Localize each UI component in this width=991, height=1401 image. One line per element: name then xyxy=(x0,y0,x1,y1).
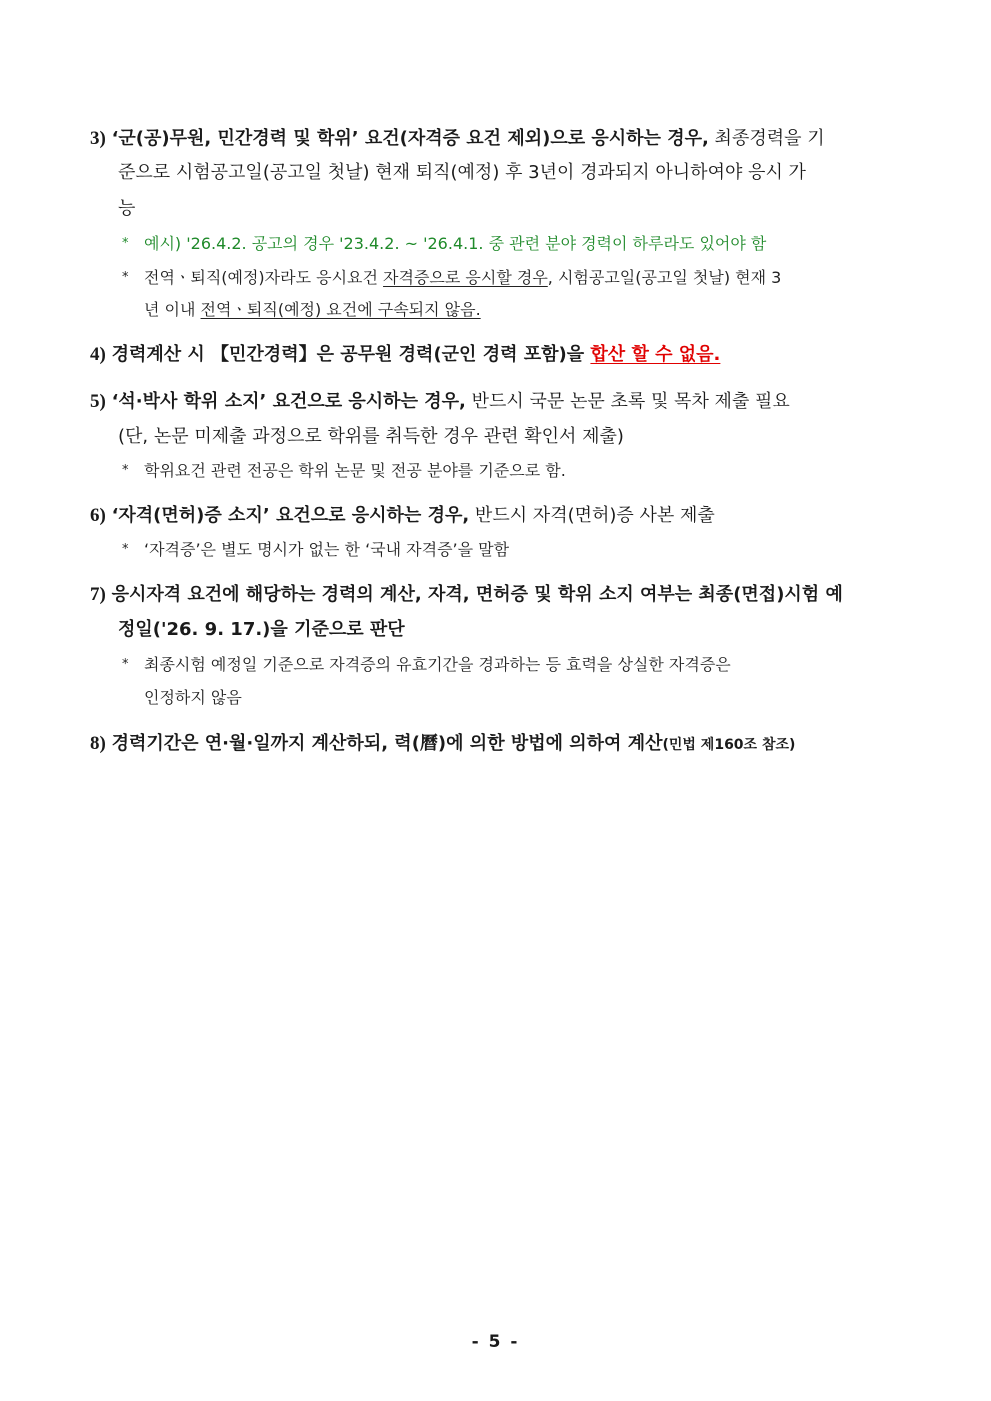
note-text: 예시) '26.4.2. 공고의 경우 '23.4.2. ~ '26.4.1. 중 관련 분야 경력이 하루라도 있어야 함 xyxy=(144,234,767,253)
item-6-bold-text: ‘자격(면허)증 소지’ 요건으로 응시하는 경우, xyxy=(111,505,470,526)
item-4-red-text: 합산 할 수 없음. xyxy=(590,344,721,365)
item-3-line-1 xyxy=(90,126,825,152)
item-number: 6) xyxy=(90,505,106,526)
note-text-c: 년 이내 xyxy=(144,300,201,319)
item-3-rest-text: 최종경력을 기 xyxy=(708,128,825,149)
item-7-line-1 xyxy=(90,582,843,608)
item-3-line-2: 준으로 시험공고일(공고일 첫날) 현재 퇴직(예정) 후 3년이 경과되지 아니하여야 응시 가 xyxy=(118,162,806,183)
item-5-note xyxy=(122,459,566,483)
item-6-note xyxy=(122,538,509,562)
item-6-rest-text: 반드시 자격(면허)증 사본 제출 xyxy=(469,505,715,526)
item-7-bold-text: 응시자격 요건에 해당하는 경력의 계산, 자격, 면허증 및 학위 소지 여부는 최종(면접)시험 예 xyxy=(111,584,843,605)
item-3-note-example xyxy=(122,232,766,256)
note-marker: * xyxy=(122,657,129,672)
item-5-bold-text: ‘석·박사 학위 소지’ 요건으로 응시하는 경우, xyxy=(111,391,466,412)
item-6-line-1 xyxy=(90,503,715,529)
note-marker: * xyxy=(122,463,129,478)
item-3-line-3: 능 xyxy=(118,198,136,219)
note-underline-1: 자격증으로 응시할 경우 xyxy=(383,268,548,287)
note-marker: * xyxy=(122,236,129,251)
note-underline-2: 전역ㆍ퇴직(예정) 요건에 구속되지 않음. xyxy=(200,300,481,319)
note-text-1: 최종시험 예정일 기준으로 자격증의 유효기간을 경과하는 등 효력을 상실한 자격증은 xyxy=(144,655,731,674)
item-8-small-text: (민법 제160조 참조) xyxy=(662,737,796,753)
item-8-line xyxy=(90,731,795,758)
note-text: ‘자격증’은 별도 명시가 없는 한 ‘국내 자격증’을 말함 xyxy=(144,540,510,559)
item-7-line-2: 정일('26. 9. 17.)을 기준으로 판단 xyxy=(118,619,405,640)
item-4-line xyxy=(90,342,720,368)
page-number: - 5 - xyxy=(471,1332,520,1352)
item-5-line-2: (단, 논문 미제출 과정으로 학위를 취득한 경우 관련 확인서 제출) xyxy=(118,426,624,447)
item-3-note-discharge-cont xyxy=(144,298,481,322)
item-number: 7) xyxy=(90,584,106,605)
item-3-bold-text: ‘군(공)무원, 민간경력 및 학위’ 요건(자격증 요건 제외)으로 응시하는 경우, xyxy=(111,128,709,149)
note-text: 학위요건 관련 전공은 학위 논문 및 전공 분야를 기준으로 함. xyxy=(144,461,566,480)
item-5-line-1 xyxy=(90,389,790,415)
note-marker: * xyxy=(122,270,129,285)
item-number: 4) xyxy=(90,344,106,365)
item-5-rest-text: 반드시 국문 논문 초록 및 목차 제출 필요 xyxy=(465,391,790,412)
item-4-bold-text: 경력계산 시 【민간경력】은 공무원 경력(군인 경력 포함)을 xyxy=(111,344,591,365)
item-number: 3) xyxy=(90,128,106,149)
note-text-b: , 시험공고일(공고일 첫날) 현재 3 xyxy=(547,268,782,287)
item-7-note xyxy=(122,653,731,677)
item-7-note-cont: 인정하지 않음 xyxy=(144,688,242,707)
item-number: 5) xyxy=(90,391,106,412)
note-marker: * xyxy=(122,542,129,557)
note-text-a: 전역ㆍ퇴직(예정)자라도 응시요건 xyxy=(144,268,384,287)
item-3-note-discharge xyxy=(122,266,781,290)
item-8-bold-text: 경력기간은 연·월·일까지 계산하되, 력(曆)에 의한 방법에 의하여 계산 xyxy=(111,733,663,754)
item-number: 8) xyxy=(90,733,106,754)
